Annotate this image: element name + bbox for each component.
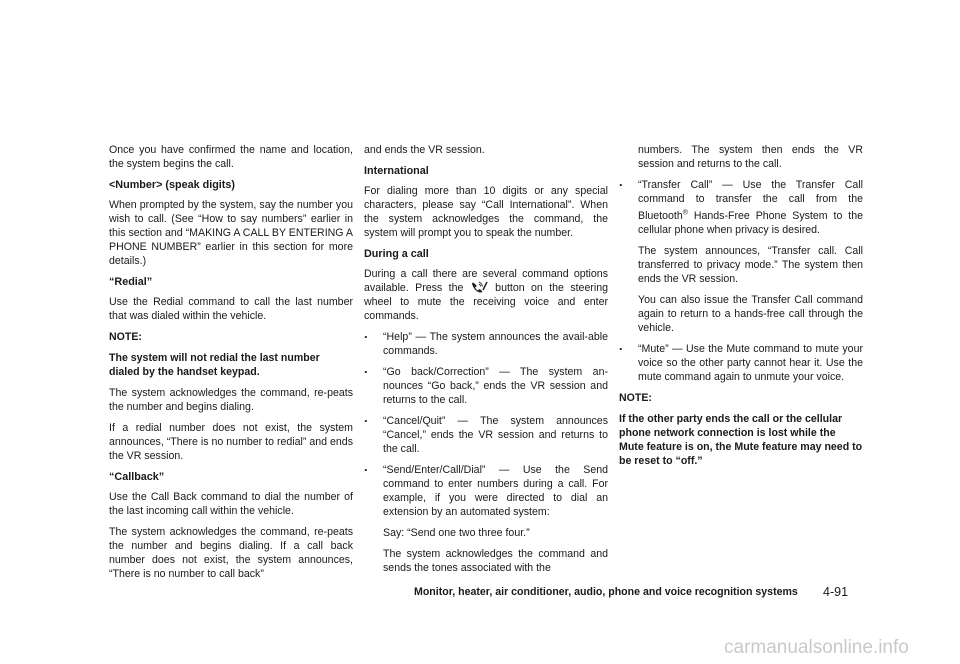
list-item: [364, 459, 608, 519]
heading-callback: “Callback”: [109, 471, 165, 483]
text-run: During a call there are several command options available. Press the: [364, 268, 608, 294]
sub-paragraph: numbers. The system then ends the VR session and returns to the call.: [638, 144, 863, 170]
paragraph: Use the Call Back command to dial the number of the last incoming call within the vehicle.: [109, 491, 353, 517]
text-run: Hands-Free Phone System to the cellular phone when privacy is desired.: [638, 209, 863, 236]
list-item-text: [638, 179, 863, 236]
bullet: .: [364, 459, 368, 474]
list-item-text: “Send/Enter/Call/Dial” — Use the Send command to enter numbers during a call. For example, if you were directed to dial an extension by an automated system:: [383, 464, 608, 518]
paragraph: and ends the VR session.: [364, 144, 485, 156]
list-item-text: “Mute” — Use the Mute command to mute your voice so the other party cannot hear it. Use the mute command again to unmute your voice.: [638, 342, 863, 383]
bullet: .: [364, 326, 368, 341]
text-run: “Transfer Call” — Use the Transfer Call command to transfer the call from the Bluetooth: [638, 179, 863, 222]
phone-icon: [471, 281, 488, 293]
list-item-text: “Go back/Correction” — The system an-nounces “Go back,” ends the VR session and returns to the call.: [383, 366, 608, 406]
column-right: [619, 143, 863, 475]
heading-redial: “Redial”: [109, 276, 153, 288]
list-item: [364, 410, 608, 456]
bullet: .: [364, 410, 368, 425]
paragraph: Use the Redial command to call the last number that was dialed within the vehicle.: [109, 296, 353, 322]
note-label: NOTE:: [619, 391, 652, 404]
list-item-text: “Cancel/Quit” — The system announces “Cancel,” ends the VR session and returns to the call.: [383, 415, 608, 455]
footer-title: Monitor, heater, air conditioner, audio, phone and voice recognition systems: [414, 586, 798, 598]
paragraph: The system acknowledges the command, re-peats the number and begins dialing. If a call back number does not exist, the system announces, “There is no number to call back”: [109, 526, 353, 580]
text-run: button on the steering wheel to mute the receiving voice and enter commands.: [364, 282, 609, 322]
registered-mark: ®: [682, 209, 688, 216]
watermark: carmanualsonline.info: [724, 637, 909, 658]
list-item-text: “Help” — The system announces the avail-able commands.: [383, 331, 608, 357]
note-label: NOTE:: [109, 331, 142, 343]
paragraph: For dialing more than 10 digits or any special characters, please say “Call International”. When the system acknowledges the command, the system will prompt you to speak the number.: [364, 185, 608, 239]
list-item: [364, 326, 608, 358]
heading-international: International: [364, 165, 429, 177]
sub-paragraph: Say: “Send one two three four.”: [383, 527, 530, 539]
note-text: If the other party ends the call or the cellular phone network connection is lost while the Mute feature is on, the Mute feature may need to be reset to “off.”: [619, 412, 863, 467]
list-item: [619, 337, 863, 384]
sub-paragraph: The system acknowledges the command and sends the tones associated with the: [383, 548, 608, 574]
column-left: [109, 143, 353, 588]
note-text: The system will not redial the last number dialed by the handset keypad.: [109, 352, 320, 378]
sub-paragraph: You can also issue the Transfer Call command again to return to a hands-free call through the vehicle.: [638, 293, 863, 334]
bullet: .: [364, 361, 368, 376]
bullet: .: [619, 174, 623, 189]
paragraph: When prompted by the system, say the number you wish to call. (See “How to say numbers” earlier in this section and “MAKING A CALL BY ENTERING A PHONE NUMBER” earlier in this section for more details.): [109, 199, 353, 267]
page-number: 4-91: [823, 585, 849, 599]
paragraph: If a redial number does not exist, the system announces, “There is no number to redial” and ends the VR session.: [109, 422, 353, 462]
bullet: .: [619, 337, 623, 353]
heading-during-call: During a call: [364, 248, 429, 260]
paragraph: Once you have confirmed the name and location, the system begins the call.: [109, 144, 353, 170]
sub-paragraph: The system announces, “Transfer call. Call transferred to privacy mode.” The system then ends the VR session.: [638, 244, 863, 285]
list-item: [364, 361, 608, 407]
list-item: [619, 174, 863, 237]
heading-number: <Number> (speak digits): [109, 179, 235, 191]
paragraph: [364, 267, 608, 323]
paragraph: The system acknowledges the command, re-peats the number and begins dialing.: [109, 387, 353, 413]
column-middle: [364, 143, 608, 582]
